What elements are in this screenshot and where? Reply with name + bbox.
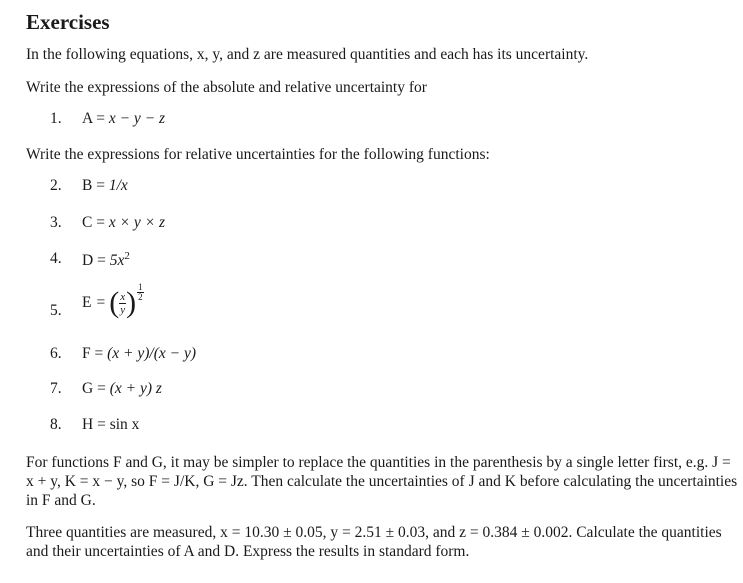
item-2-equation: B = 1/x xyxy=(82,177,128,194)
item-7-number: 7. xyxy=(50,380,62,397)
item-4-exponent: 2 xyxy=(124,250,130,262)
item-2-expression: 1/x xyxy=(108,177,128,194)
item-5-left-paren: ( xyxy=(109,286,120,319)
item-1-expression: x − y − z xyxy=(108,110,166,127)
item-5-equals: = xyxy=(96,294,106,311)
item-3-equation: C = x × y × z xyxy=(82,214,166,231)
item-5-exponent xyxy=(137,283,144,302)
item-1-label: A xyxy=(82,110,93,127)
item-4-label: D xyxy=(82,252,94,270)
item-5-number: 5. xyxy=(50,302,62,319)
item-4-number: 4. xyxy=(50,250,62,267)
item-7-equation: G = (x + y) z xyxy=(82,380,162,397)
instruction-absolute-relative: Write the expressions of the absolute and relative uncertainty for xyxy=(26,79,427,96)
item-7-expression: (x + y) z xyxy=(109,380,162,397)
item-3-expression: x × y × z xyxy=(108,214,166,231)
item-4-expression: 5x xyxy=(109,252,125,270)
item-7-label: G xyxy=(82,380,94,397)
item-5-equation xyxy=(82,281,144,319)
item-1-number: 1. xyxy=(50,110,62,127)
item-5-label: E xyxy=(82,294,92,311)
item-8-expression: sin x xyxy=(109,416,140,433)
item-2-number: 2. xyxy=(50,177,62,194)
item-6-equation: F = (x + y)/(x − y) xyxy=(82,345,197,362)
final-problem-paragraph: Three quantities are measured, x = 10.30 ± 0.05, y = 2.51 ± 0.03, and z = 0.384 ± 0.002. Calculate the quantities and their uncertainties of A and D. Express the results in standard form. xyxy=(26,524,722,560)
item-5-formula xyxy=(82,281,144,319)
item-5-fraction xyxy=(119,291,126,316)
item-8-equation: H = sin x xyxy=(82,416,140,433)
item-3-number: 3. xyxy=(50,214,62,231)
item-4-equation: $D = 5x^2$ xyxy=(82,250,130,270)
item-2-label: B xyxy=(82,177,93,194)
item-6-number: 6. xyxy=(50,345,62,362)
item-6-label: F xyxy=(82,345,91,362)
item-3-label: C xyxy=(82,214,93,231)
item-5-exponent-numerator: 1 xyxy=(138,281,143,292)
hint-paragraph: For functions F and G, it may be simpler to replace the quantities in the parenthesis by a single letter first, e.g. J = x + y, K = x − y, so F = J/K, G = Jz. Then calculate the uncertainties of J and K before calculating the uncertainties in F and G. xyxy=(26,454,738,509)
instruction-relative: Write the expressions for relative uncertainties for the following functions: xyxy=(26,146,490,163)
item-5-fraction-numerator: x xyxy=(120,290,126,303)
item-5-fraction-denominator: y xyxy=(120,303,126,316)
item-8-label: H xyxy=(82,416,94,433)
page-title: Exercises xyxy=(26,10,110,34)
item-5-right-paren: ) xyxy=(126,286,137,319)
item-5-exponent-denominator: 2 xyxy=(138,291,143,302)
item-8-number: 8. xyxy=(50,416,62,433)
item-1-equation: A = x − y − z xyxy=(82,110,166,127)
item-6-expression: (x + y)/(x − y) xyxy=(107,345,197,362)
intro-text: In the following equations, x, y, and z are measured quantities and each has its uncertainty. xyxy=(26,46,589,63)
